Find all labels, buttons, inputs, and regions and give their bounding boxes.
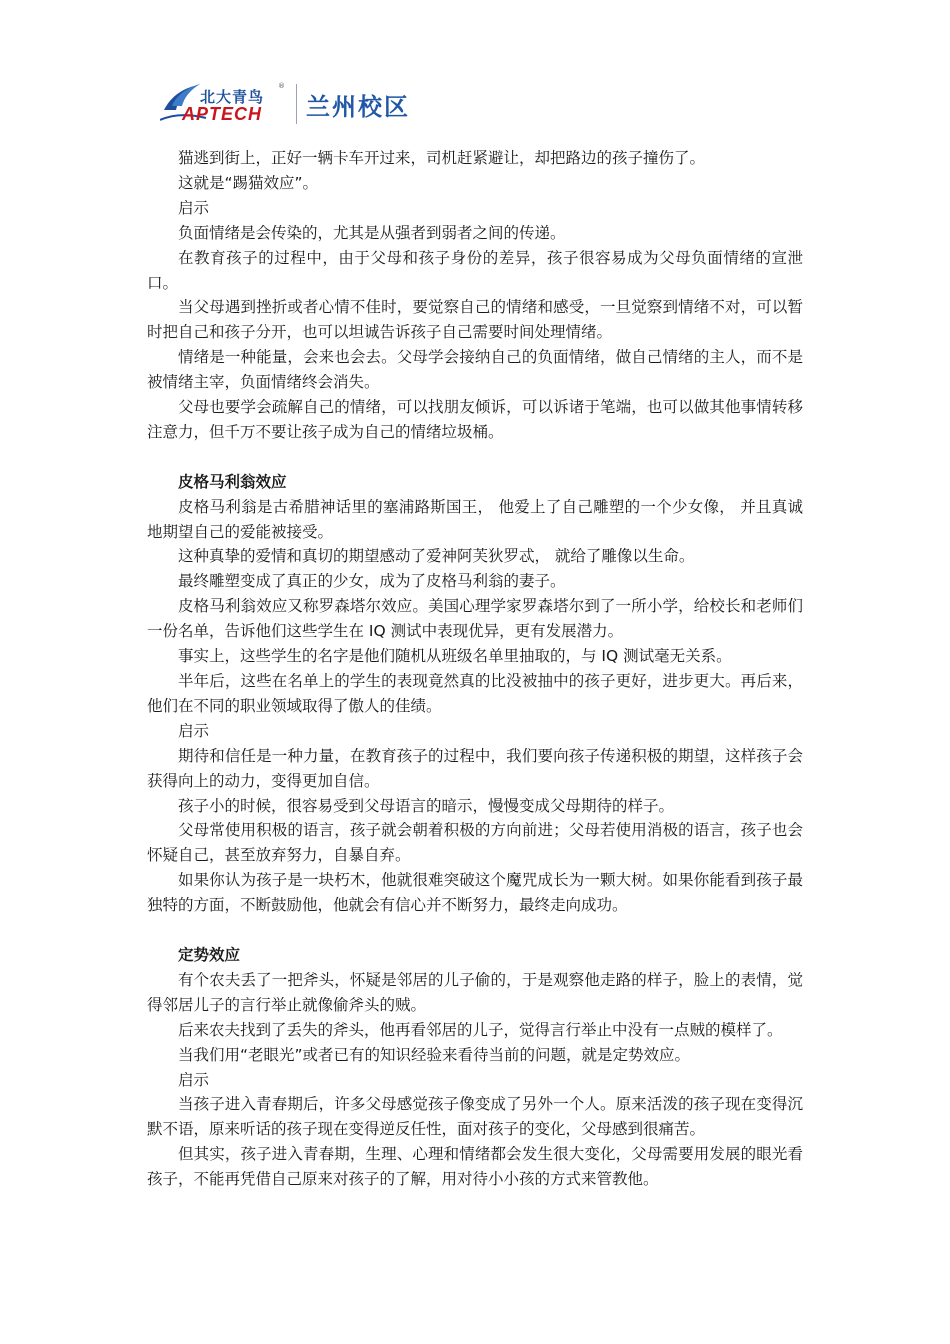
paragraph: 但其实，孩子进入青春期，生理、心理和情绪都会发生很大变化，父母需要用发展的眼光看孩子，不能再凭借自己原来对孩子的了解，用对待小小孩的方式来管教他。 xyxy=(147,1145,803,1189)
document-body xyxy=(147,146,803,1192)
paragraph: 孩子小的时候，很容易受到父母语言的暗示，慢慢变成父母期待的样子。 xyxy=(178,796,675,815)
paragraph: 后来农夫找到了丢失的斧头，他再看邻居的儿子，觉得言行举止中没有一点贼的模样了。 xyxy=(178,1020,783,1039)
header-divider xyxy=(296,84,297,124)
paragraph: 启示 xyxy=(178,198,210,217)
paragraph: 半年后，这些在名单上的学生的表现竟然真的比没被抽中的孩子更好，进步更大。再后来，他们在不同的职业领域取得了傲人的佳绩。 xyxy=(147,672,803,715)
campus-name: 兰州校区 xyxy=(306,93,410,121)
paragraph: 如果你认为孩子是一块朽木，他就很难突破这个魔咒成长为一颗大树。如果你能看到孩子最独特的方面，不断鼓励他，他就会有信心并不断努力，最终走向成功。 xyxy=(147,871,803,915)
paragraph: 最终雕塑变成了真正的少女，成为了皮格马利翁的妻子。 xyxy=(178,572,566,591)
paragraph: 皮格马利翁效应又称罗森塔尔效应。美国心理学家罗森塔尔到了一所小学，给校长和老师们一份名单，告诉他们这些学生在 IQ 测试中表现优异，更有发展潜力。 xyxy=(147,597,803,641)
paragraph: 这种真挚的爱情和真切的期望感动了爱神阿芙狄罗忒， 就给了雕像以生命。 xyxy=(178,547,695,566)
paragraph: 负面情绪是会传染的，尤其是从强者到弱者之间的传递。 xyxy=(178,223,566,242)
paragraph: 启示 xyxy=(178,721,210,740)
registered-mark: ® xyxy=(278,82,285,90)
page-header xyxy=(160,80,460,130)
section-heading: 定势效应 xyxy=(178,945,241,964)
paragraph: 父母常使用积极的语言，孩子就会朝着积极的方向前进；父母若使用消极的语言，孩子也会怀疑自己，甚至放弃努力，自暴自弃。 xyxy=(147,821,803,865)
logo-chinese-name: 北大青鸟 xyxy=(200,89,265,106)
paragraph: 当孩子进入青春期后，许多父母感觉孩子像变成了另外一个人。原来活泼的孩子现在变得沉默不语，原来听话的孩子现在变得逆反任性，面对孩子的变化，父母感到很痛苦。 xyxy=(147,1095,803,1139)
paragraph: 当我们用“老眼光”或者已有的知识经验来看待当前的问题，就是定势效应。 xyxy=(178,1045,691,1064)
section-heading: 皮格马利翁效应 xyxy=(178,472,287,491)
paragraph: 情绪是一种能量，会来也会去。父母学会接纳自己的负面情绪，做自己情绪的主人，而不是被情绪主宰，负面情绪终会消失。 xyxy=(147,348,803,392)
paragraph: 皮格马利翁是古希腊神话里的塞浦路斯国王， 他爱上了自己雕塑的一个少女像， 并且真诚地期望自己的爱能被接受。 xyxy=(147,497,803,541)
paragraph: 在教育孩子的过程中，由于父母和孩子身份的差异，孩子很容易成为父母负面情绪的宣泄口。 xyxy=(147,248,803,292)
paragraph: 父母也要学会疏解自己的情绪，可以找朋友倾诉，可以诉诸于笔端，也可以做其他事情转移注意力，但千万不要让孩子成为自己的情绪垃圾桶。 xyxy=(147,398,803,441)
section-gap xyxy=(147,918,803,943)
paragraph: 期待和信任是一种力量，在教育孩子的过程中，我们要向孩子传递积极的期望，这样孩子会获得向上的动力，变得更加自信。 xyxy=(147,746,803,790)
paragraph: 当父母遇到挫折或者心情不佳时，要觉察自己的情绪和感受，一旦觉察到情绪不对，可以暂时把自己和孩子分开，也可以坦诚告诉孩子自己需要时间处理情绪。 xyxy=(147,298,803,342)
paragraph: 启示 xyxy=(178,1070,210,1089)
section-gap xyxy=(147,445,803,470)
paragraph: 事实上，这些学生的名字是他们随机从班级名单里抽取的，与 IQ 测试毫无关系。 xyxy=(178,647,732,666)
paragraph: 猫逃到街上，正好一辆卡车开过来，司机赶紧避让，却把路边的孩子撞伤了。 xyxy=(178,149,706,167)
paragraph: 这就是“踢猫效应”。 xyxy=(178,173,319,192)
logo-english-name: APTECH xyxy=(182,104,263,124)
paragraph: 有个农夫丢了一把斧头，怀疑是邻居的儿子偷的，于是观察他走路的样子，脸上的表情，觉得邻居儿子的言行举止就像偷斧头的贼。 xyxy=(147,970,803,1014)
